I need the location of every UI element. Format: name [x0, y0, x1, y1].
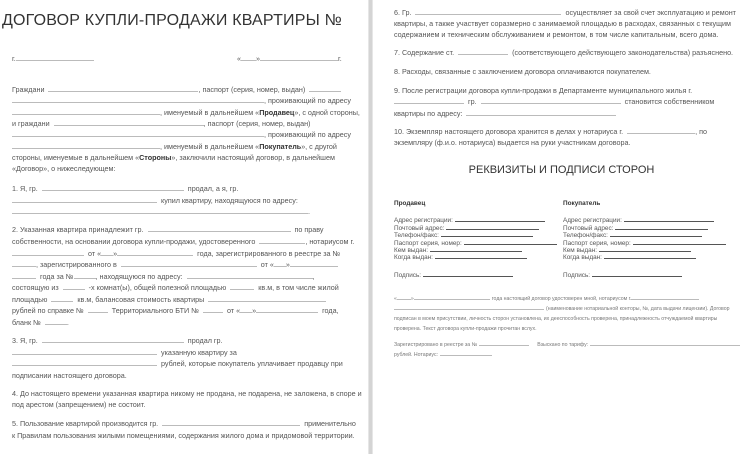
- clause-1-line-3: .: [12, 207, 310, 216]
- clause-2-line-8: рублей по справке № Территориального БТИ № от « » года,: [12, 306, 339, 315]
- clause-5-line-2: к Правилам пользования жилыми помещениями, содержания жилого дома и придомовой территории.: [12, 431, 355, 440]
- seller-field-issued-by: Кем выдан:: [394, 245, 557, 252]
- notary-line-3: подписан в моем присутствии, личность сторон установлена, их дееспособность проверена, принадлежность отчуждаемой квартиры: [394, 316, 718, 322]
- clause-10-line-2: экземпляру (ф.и.о. нотариуса) выдается на руки участникам договора.: [394, 138, 631, 147]
- seller-heading: Продавец: [394, 200, 426, 207]
- document-title: ДОГОВОР КУПЛИ-ПРОДАЖИ КВАРТИРЫ №: [1, 12, 343, 29]
- buyer-field-phone: Телефон/факс:: [563, 230, 726, 237]
- clause-6-line-1: 6. Гр. осуществляет за свой счет эксплуатацию и ремонт: [394, 8, 736, 17]
- clause-4-line-2: под арестом (запрещением) не состоит.: [12, 400, 146, 409]
- clause-2-line-2: собственности, на основании договора купли-продажи, удостоверенного , нотариусом г.: [12, 237, 355, 246]
- clause-9-line-1: 9. После регистрации договора купли-продажи в Департаменте муниципального жилья г.: [394, 86, 693, 95]
- buyer-field-issued-date: Когда выдан:: [563, 252, 726, 259]
- clause-2-line-5: года за № , находящуюся по адресу: ,: [12, 272, 315, 281]
- seller-signature-line[interactable]: [423, 270, 513, 277]
- seller-term: Продавец: [259, 108, 295, 117]
- seller-field-passport: Паспорт серия, номер:: [394, 238, 557, 245]
- clause-3-line-1: 3. Я, гр. продал гр.: [12, 336, 223, 345]
- notary-line-6: рублей. Нотариус:: [394, 350, 492, 360]
- contract-page-right: [373, 0, 750, 454]
- clause-6-line-3: содержанием и техническим обслуживанием и ремонтом, в том числе капитальным, всего дома.: [394, 30, 719, 39]
- clause-8-line-1: 8. Расходы, связанные с заключением договора оплачиваются покупателем.: [394, 67, 651, 76]
- clause-2-line-6: состоящую из -х комнат(ы), общей полезной площадью кв.м, в том числе жилой: [12, 283, 339, 292]
- clause-3-line-2: указанную квартиру за: [12, 348, 237, 357]
- seller-field-postal-address: Почтовый адрес:: [394, 223, 557, 230]
- buyer-field-passport: Паспорт серия, номер:: [563, 238, 726, 245]
- city-line: г.: [12, 54, 94, 63]
- clause-3-line-4: подписании настоящего договора.: [12, 371, 127, 380]
- preamble-line-1: Граждани , паспорт (серия, номер, выдан): [12, 85, 341, 94]
- preamble-line-4: и граждани , паспорт (серия, номер, выдан): [12, 119, 311, 128]
- date-line: « » г.: [237, 54, 342, 63]
- clause-2-line-1: 2. Указанная квартира принадлежит гр. по праву: [12, 225, 324, 234]
- clause-9-line-3: квартиры по адресу:: [394, 109, 616, 118]
- notary-line-5: Зарегистрировано в реестре за № Взыскано по тарифу:: [394, 340, 740, 350]
- clause-2-line-9: бланк № .: [12, 318, 69, 327]
- preamble-line-7: стороны, именуемые в дальнейшем «Стороны», заключили настоящий договор, в дальнейшем: [12, 153, 335, 162]
- notary-line-4: проверена. Текст договора купли-продажи прочитан вслух.: [394, 326, 537, 332]
- clause-3-line-3: рублей, которые покупатель уплачивает продавцу при: [12, 359, 343, 368]
- clause-2-line-4: , зарегистрированного в от « »: [12, 260, 338, 269]
- preamble-line-3: , именуемый в дальнейшем «Продавец», с одной стороны,: [12, 108, 360, 117]
- buyer-field-postal-address: Почтовый адрес:: [563, 223, 726, 230]
- seller-requisites: [394, 200, 557, 279]
- clause-4-line-1: 4. До настоящего времени указанная квартира никому не продана, не подарена, не заложена, в споре и: [12, 389, 362, 398]
- clause-6-line-2: квартиры, а также участвует соразмерно с занимаемой площадью в расходах, связанных с текущим: [394, 19, 731, 28]
- seller-signature: Подпись:: [394, 270, 557, 279]
- clause-1-line-1: 1. Я, гр. продал, а я, гр.: [12, 184, 239, 193]
- requisites-title: РЕКВИЗИТЫ И ПОДПИСИ СТОРОН: [468, 164, 655, 176]
- buyer-heading: Покупатель: [563, 200, 601, 207]
- preamble-line-2: , проживающий по адресу: [12, 96, 351, 105]
- buyer-term: Покупатель: [259, 142, 302, 151]
- seller-field-phone: Телефон/факс:: [394, 230, 557, 237]
- clause-10-line-1: 10. Экземпляр настоящего договора хранится в делах у нотариуса г. , по: [394, 127, 707, 136]
- notary-line-2: (наименование нотариальной конторы, №, дата выдачи лицензии). Договор: [394, 304, 730, 314]
- city-blank[interactable]: [16, 54, 94, 61]
- notary-line-1: « » года настоящий договор удостоверен мной, нотариусом г.: [394, 294, 699, 304]
- preamble-line-5: , проживающий по адресу: [12, 130, 351, 139]
- preamble-line-6: , именуемый в дальнейшем «Покупатель», с другой: [12, 142, 337, 151]
- buyer-signature: Подпись:: [563, 270, 726, 279]
- buyer-field-issued-by: Кем выдан:: [563, 245, 726, 252]
- clause-7-line-1: 7. Содержание ст. (соответствующего действующего законодательства) разъяснено.: [394, 48, 734, 57]
- preamble-line-8: «Договор», о нижеследующем:: [12, 164, 116, 173]
- clause-5-line-1: 5. Пользование квартирой производится гр. применительно: [12, 419, 356, 428]
- clause-9-line-2: гр. становится собственником: [394, 97, 714, 106]
- clause-2-line-3: от « » года, зарегистрированного в реестре за №: [12, 249, 340, 258]
- clause-1-line-2: купил квартиру, находящуюся по адресу:: [12, 196, 298, 205]
- buyer-requisites: [563, 200, 726, 279]
- buyer-signature-line[interactable]: [592, 270, 682, 277]
- contract-page-left: [0, 0, 368, 454]
- parties-term: Стороны: [139, 153, 172, 162]
- seller-field-reg-address: Адрес регистрации:: [394, 215, 557, 222]
- seller-field-issued-date: Когда выдан:: [394, 252, 557, 259]
- clause-2-line-7: площадью кв.м, балансовая стоимость квартиры: [12, 295, 326, 304]
- buyer-field-reg-address: Адрес регистрации:: [563, 215, 726, 222]
